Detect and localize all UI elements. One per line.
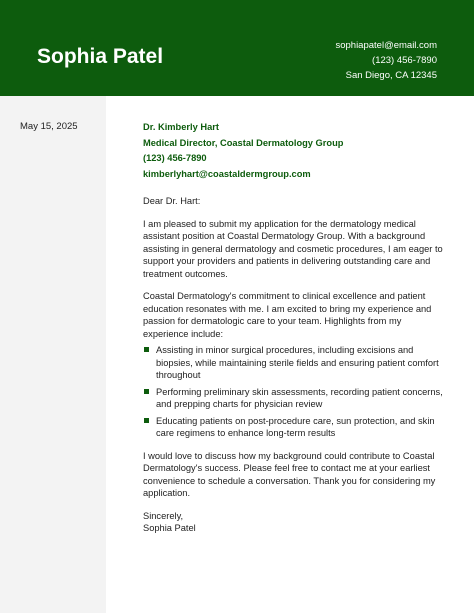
applicant-location: San Diego, CA 12345 — [345, 70, 437, 81]
signoff-block — [143, 510, 443, 535]
recipient-phone: (123) 456-7890 — [143, 153, 207, 163]
recipient-name: Dr. Kimberly Hart — [143, 122, 219, 132]
list-item — [143, 344, 443, 382]
square-bullet-icon — [144, 389, 149, 394]
signature-name: Sophia Patel — [143, 523, 196, 533]
applicant-email[interactable]: sophiapatel@email.com — [335, 40, 437, 51]
closing-phrase: Sincerely, — [143, 510, 184, 521]
square-bullet-icon — [144, 418, 149, 423]
list-item — [143, 386, 443, 411]
left-sidebar — [0, 96, 106, 613]
highlights-list — [143, 344, 443, 440]
paragraph-closing: I would love to discuss how my background could contribute to Coastal Dermatology's success. Please feel free to contact me at your earliest convenience to schedule a conversation. Thank you for considering my application. — [143, 450, 436, 498]
paragraph-highlights: Coastal Dermatology's commitment to clinical excellence and patient education resonates with me. I am excited to bring my experience and passion for dermatologic care to your team. Highlights from my experience include: — [143, 291, 432, 339]
salutation: Dear Dr. Hart: — [143, 196, 201, 206]
applicant-phone: (123) 456-7890 — [372, 55, 437, 66]
list-item-text: Assisting in minor surgical procedures, including excisions and biopsies, while maintaining sterile fields and ensuring patient comfort throughout — [156, 345, 439, 380]
recipient-email[interactable]: kimberlyhart@coastaldermgroup.com — [143, 168, 311, 179]
list-item-text: Performing preliminary skin assessments, recording patient concerns, and prepping charts for physician review — [156, 386, 443, 409]
recipient-block — [143, 120, 443, 182]
square-bullet-icon — [144, 347, 149, 352]
paragraph-intro: I am pleased to submit my application for the dermatology medical assistant position at Coastal Dermatology Group. With a background assisting in general dermatology and cosmetic procedures, I am eager to support your providers and patients in delivering outstanding care and treatment outcomes. — [143, 218, 443, 279]
recipient-title: Medical Director, Coastal Dermatology Group — [143, 137, 344, 148]
letter-date: May 15, 2025 — [20, 121, 78, 132]
list-item-text: Educating patients on post-procedure care, sun protection, and skin care regimens to enhance long-term results — [156, 415, 435, 438]
header-banner — [0, 0, 474, 96]
letter-body — [143, 120, 443, 535]
applicant-name: Sophia Patel — [37, 45, 164, 68]
contact-info — [335, 38, 437, 83]
list-item — [143, 415, 443, 440]
